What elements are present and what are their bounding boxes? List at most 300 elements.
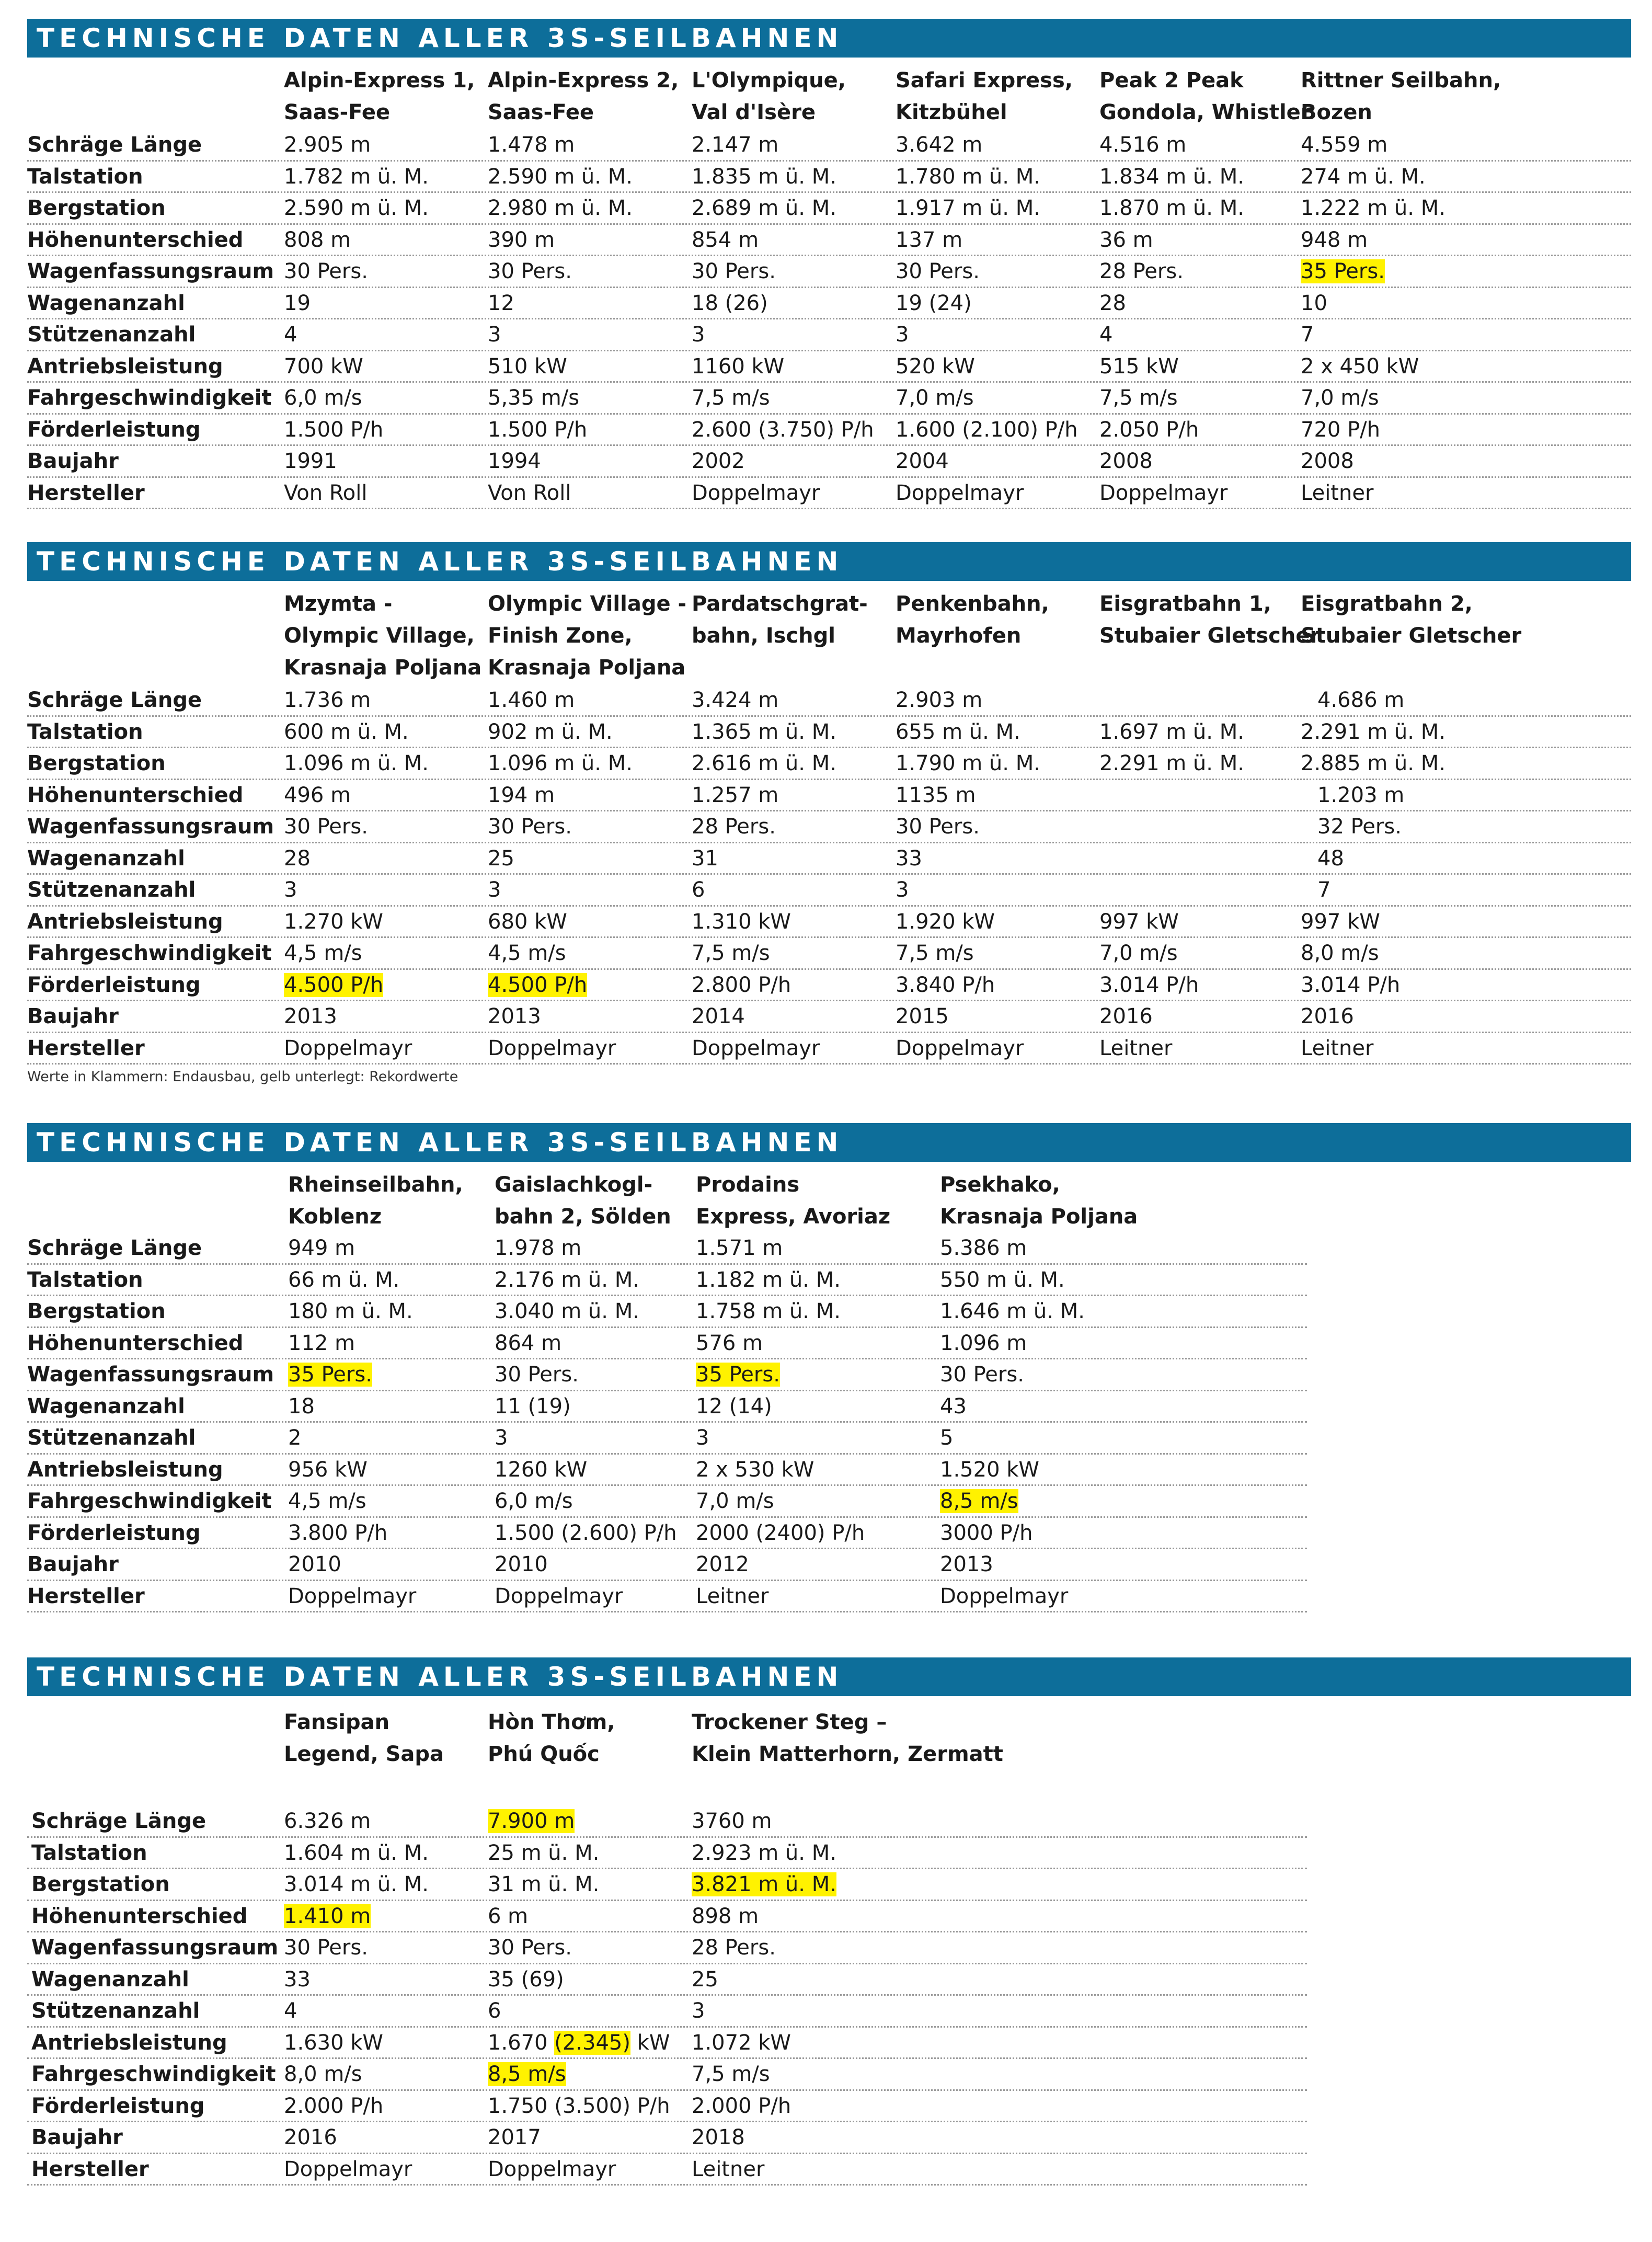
cell-value: 30 Pers. (488, 815, 572, 839)
table-cell (488, 970, 587, 1000)
cell-value: 1.072 kW (692, 2030, 791, 2055)
table-row-foerderleistung (27, 970, 1631, 1002)
cell-value: 30 Pers. (284, 1936, 368, 1960)
table-cell (1099, 256, 1184, 287)
table-cell (488, 415, 587, 445)
column-header (495, 1169, 671, 1233)
row-label: Schräge Länge (27, 1236, 202, 1260)
table-row-wagenfassungsraum (27, 1359, 1307, 1391)
table-body (27, 130, 1631, 509)
cell-value: 3 (284, 878, 297, 902)
row-label: Fahrgeschwindigkeit (27, 386, 272, 410)
table-cell (692, 1033, 820, 1063)
table-cell (488, 256, 572, 287)
cell-value: 48 (1317, 846, 1344, 871)
table-cell (1317, 843, 1344, 874)
table-cell (1301, 1001, 1354, 1032)
table-cell (284, 811, 368, 842)
cell-value: 2 x 450 kW (1301, 354, 1419, 379)
cell-value: 112 m (288, 1331, 355, 1355)
table-cell (488, 780, 555, 810)
cell-value: Doppelmayr (692, 481, 820, 505)
cell-value: 7,5 m/s (692, 2062, 770, 2086)
cell-value: Leitner (696, 1584, 769, 1608)
column-header-line: Legend, Sapa (284, 1742, 444, 1766)
cell-value: 7,0 m/s (696, 1489, 774, 1513)
table-cell (488, 1932, 572, 1963)
row-label: Talstation (27, 719, 143, 744)
cell-value: 3.040 m ü. M. (495, 1299, 639, 1323)
table-row-antriebsleistung (27, 1455, 1307, 1486)
table-row-bergstation (27, 193, 1631, 225)
table-cell (488, 162, 633, 192)
table-cell (1301, 193, 1446, 223)
cell-value: 1.270 kW (284, 909, 383, 934)
table-row-foerderleistung (27, 415, 1631, 447)
table-cell (488, 319, 501, 350)
cell-value: 25 (488, 846, 514, 871)
cell-value: 25 (692, 1967, 718, 1992)
row-label: Stützenanzahl (27, 878, 196, 902)
record-value: 35 Pers. (1301, 259, 1385, 283)
column-header-line: Rheinseilbahn, (288, 1173, 463, 1197)
cell-value: Leitner (1301, 1036, 1374, 1060)
table-cell (692, 717, 836, 747)
cell-value: 2.590 m ü. M. (284, 196, 429, 220)
table-cell (284, 1033, 412, 1063)
cell-value: 2016 (1099, 1004, 1153, 1028)
cell-value: 2010 (495, 1552, 548, 1576)
table-cell (488, 2028, 670, 2058)
table-cell (495, 1265, 639, 1295)
column-header-line: Peak 2 Peak (1099, 68, 1244, 93)
row-label: Wagenanzahl (31, 1967, 189, 1992)
table-cell (488, 748, 633, 779)
table-cell (1099, 319, 1112, 350)
column-header-line: Alpin-Express 1, (284, 68, 475, 93)
column-header-line: Stubaier Gletscher (1099, 624, 1321, 648)
table-cell (284, 843, 311, 874)
table-cell (288, 1581, 416, 1611)
table-cell (696, 1486, 774, 1516)
cell-value: Doppelmayr (1099, 481, 1228, 505)
column-header-line: bahn 2, Sölden (495, 1205, 671, 1229)
column-header-line: Eisgratbahn 2, (1301, 592, 1473, 616)
row-label: Talstation (27, 164, 143, 189)
table-cell (284, 193, 429, 223)
cell-value: 2.800 P/h (692, 973, 791, 997)
cell-value: 1.500 (2.600) P/h (495, 1520, 677, 1545)
table-cell (284, 780, 351, 810)
column-header (692, 65, 846, 129)
table-row-hersteller (27, 2154, 1307, 2186)
table-row-hersteller (27, 1033, 1631, 1065)
table-row-wagenfassungsraum (27, 256, 1631, 288)
cell-value: 2 (288, 1426, 302, 1450)
table-cell (696, 1328, 763, 1358)
cell-value: 274 m ü. M. (1301, 164, 1426, 189)
cell-value: 3.014 m ü. M. (284, 1872, 429, 1896)
table-cell (1301, 938, 1379, 968)
table-title: TECHNISCHE DATEN ALLER 3S-SEILBAHNEN (27, 1123, 1631, 1162)
cell-value: 7,5 m/s (692, 386, 770, 410)
cell-value: 2.923 m ü. M. (692, 1840, 836, 1865)
cell-value: 33 (896, 846, 922, 871)
table-row-talstation (27, 162, 1631, 193)
cell-value: 5 (940, 1426, 954, 1450)
cell-value: 4.559 m (1301, 133, 1388, 157)
cell-value: 4 (1099, 323, 1113, 347)
data-table-3 (27, 1123, 1631, 1608)
cell-value: 2013 (284, 1004, 337, 1028)
cell-value: 43 (940, 1394, 967, 1419)
table-cell (1301, 717, 1446, 747)
column-header-line: Kitzbühel (896, 100, 1007, 124)
cell-value: 1.920 kW (896, 909, 995, 934)
cell-value: 520 kW (896, 354, 975, 379)
row-label: Hersteller (27, 1584, 145, 1608)
table-cell (1099, 351, 1179, 382)
table-cell (288, 1359, 372, 1390)
cell-value: Leitner (1099, 1036, 1173, 1060)
table-cell (488, 938, 566, 968)
record-value: 3.821 m ü. M. (692, 1872, 836, 1896)
cell-value: 1.365 m ü. M. (692, 719, 836, 744)
column-header-line: Express, Avoriaz (696, 1205, 891, 1229)
cell-value: 7,0 m/s (896, 386, 974, 410)
table-row-schraege-laenge (27, 685, 1631, 717)
table-row-wagenfassungsraum (27, 811, 1631, 843)
table-cell (1301, 130, 1387, 160)
table-cell (896, 811, 980, 842)
table-cell (488, 383, 579, 413)
row-label: Wagenfassungsraum (27, 259, 274, 283)
data-table-1 (27, 19, 1631, 505)
cell-value: 2016 (1301, 1004, 1354, 1028)
table-cell (488, 1001, 541, 1032)
table-cell (284, 415, 383, 445)
table-cell (1099, 162, 1244, 192)
cell-value: 2.176 m ü. M. (495, 1267, 639, 1292)
cell-value: 2.050 P/h (1099, 417, 1199, 442)
cell-value: 1.870 m ü. M. (1099, 196, 1244, 220)
table-cell (896, 717, 1020, 747)
cell-value: 2.616 m ü. M. (692, 751, 836, 775)
table-cell (488, 2122, 541, 2153)
table-row-foerderleistung (27, 2091, 1307, 2123)
cell-value: 3.424 m (692, 688, 779, 712)
cell-value: Doppelmayr (288, 1584, 417, 1608)
table-cell (488, 446, 541, 476)
table-cell (696, 1296, 841, 1326)
cell-value: 720 P/h (1301, 417, 1381, 442)
cell-value: 18 (288, 1394, 315, 1419)
cell-value: 30 Pers. (692, 259, 776, 283)
table-cell (940, 1391, 967, 1422)
cell-value: 3.800 P/h (288, 1520, 388, 1545)
table-cell (284, 383, 362, 413)
table-cell (696, 1359, 780, 1390)
row-label: Wagenfassungsraum (27, 1363, 274, 1387)
row-label: Höhenunterschied (27, 783, 244, 807)
row-label: Förderleistung (27, 417, 201, 442)
table-row-fahrgeschwindigkeit (27, 938, 1631, 970)
cell-value: 12 (14) (696, 1394, 772, 1419)
table-row-antriebsleistung (27, 351, 1631, 383)
cell-value: 19 (24) (896, 291, 972, 315)
column-header-line: Olympic Village, (284, 624, 475, 648)
cell-value: Von Roll (488, 481, 571, 505)
cell-value: 1.917 m ü. M. (896, 196, 1040, 220)
cell-value: 1994 (488, 449, 541, 473)
table-row-bergstation (27, 1869, 1307, 1901)
table-cell (488, 1806, 575, 1836)
cell-value: 948 m (1301, 227, 1368, 252)
table-cell (940, 1518, 1032, 1548)
cell-value: 3.014 P/h (1099, 973, 1199, 997)
table-cell (1099, 446, 1153, 476)
column-header-line: Rittner Seilbahn, (1301, 68, 1501, 93)
cell-value: 1.736 m (284, 688, 371, 712)
cell-value: 1.310 kW (692, 909, 791, 934)
table-cell (1301, 383, 1379, 413)
row-label: Antriebsleistung (31, 2030, 227, 2055)
table-cell (488, 2059, 566, 2089)
table-cell (692, 478, 820, 508)
record-value: 7.900 m (488, 1809, 575, 1833)
cell-value: 3.642 m (896, 133, 983, 157)
cell-value: 550 m ü. M. (940, 1267, 1065, 1292)
cell-value: 956 kW (288, 1457, 368, 1482)
cell-value: 18 (26) (692, 291, 768, 315)
column-header (284, 65, 475, 129)
table-cell (896, 1001, 949, 1032)
table-cell (284, 351, 363, 382)
cell-value: 7,0 m/s (1301, 386, 1379, 410)
table-cell (488, 1901, 528, 1931)
cell-value: 36 m (1099, 227, 1153, 252)
table-cell (284, 1869, 429, 1900)
table-cell (1099, 1033, 1172, 1063)
table-cell (896, 256, 980, 287)
row-label: Höhenunterschied (31, 1904, 248, 1928)
row-label: Baujahr (31, 2125, 123, 2149)
column-header-line: Krasnaja Poljana (488, 656, 686, 680)
row-label: Wagenfassungsraum (27, 815, 274, 839)
row-label: Antriebsleistung (27, 1457, 223, 1482)
cell-value: 3.840 P/h (896, 973, 995, 997)
column-header (284, 1707, 444, 1770)
row-label: Höhenunterschied (27, 227, 244, 252)
table-row-fahrgeschwindigkeit (27, 2059, 1307, 2091)
cell-value: 1.478 m (488, 133, 575, 157)
table-cell (692, 1806, 772, 1836)
cell-value: Von Roll (284, 481, 368, 505)
table-cell (284, 717, 409, 747)
record-value: 35 Pers. (696, 1363, 780, 1387)
table-cell (692, 1838, 836, 1868)
row-label: Talstation (27, 1267, 143, 1292)
cell-value: 31 (692, 846, 718, 871)
cell-value: 898 m (692, 1904, 759, 1928)
table-cell (284, 1964, 311, 1995)
table-cell (1099, 130, 1186, 160)
table-cell (284, 1001, 337, 1032)
row-label: Fahrgeschwindigkeit (27, 1489, 272, 1513)
table-row-schraege-laenge (27, 1806, 1307, 1838)
cell-value: 1.750 (3.500) P/h (488, 2094, 670, 2118)
table-cell (1099, 478, 1227, 508)
cell-value: 6,0 m/s (495, 1489, 573, 1513)
table-cell (692, 685, 778, 715)
row-label: Wagenanzahl (27, 1394, 185, 1419)
table-row-talstation (27, 1265, 1307, 1297)
table-row-hoehenunterschied (27, 225, 1631, 257)
cell-value: 30 Pers. (488, 259, 572, 283)
table-cell (692, 319, 705, 350)
table-cell (896, 225, 962, 255)
table-cell (284, 162, 429, 192)
table-cell (488, 685, 575, 715)
table-cell (284, 875, 297, 905)
cell-value: 1991 (284, 449, 337, 473)
cell-value: Doppelmayr (284, 1036, 412, 1060)
row-label: Antriebsleistung (27, 354, 223, 379)
cell-value: 510 kW (488, 354, 567, 379)
cell-value: 30 Pers. (495, 1363, 579, 1387)
table-cell (1099, 225, 1153, 255)
table-cell (692, 970, 791, 1000)
table-row-schraege-laenge (27, 1233, 1307, 1265)
cell-value: 31 m ü. M. (488, 1872, 600, 1896)
cell-value: 6 (488, 1999, 501, 2023)
column-header-line: bahn, Ischgl (692, 624, 835, 648)
column-header (288, 1169, 463, 1233)
cell-value: 6,0 m/s (284, 386, 362, 410)
table-cell (1099, 415, 1199, 445)
table-cell (284, 2091, 383, 2121)
table-cell (495, 1455, 587, 1485)
table-cell (488, 225, 555, 255)
table-row-schraege-laenge (27, 130, 1631, 162)
table-cell (1301, 351, 1419, 382)
table-cell (896, 319, 909, 350)
cell-value: 515 kW (1099, 354, 1179, 379)
cell-value: 25 m ü. M. (488, 1840, 600, 1865)
cell-value: 66 m ü. M. (288, 1267, 400, 1292)
cell-value: 30 Pers. (940, 1363, 1024, 1387)
row-label: Antriebsleistung (27, 909, 223, 934)
cell-value: 4,5 m/s (488, 941, 566, 965)
column-header (896, 65, 1073, 129)
column-header-line: Phú Quốc (488, 1742, 600, 1766)
table-cell (1317, 811, 1402, 842)
table-row-stuetzenanzahl (27, 1996, 1307, 2028)
column-header-line: Olympic Village - (488, 592, 687, 616)
table-cell (284, 2154, 412, 2184)
column-header-line: Prodains (696, 1173, 800, 1197)
table-cell (1301, 288, 1327, 318)
table-cell (488, 907, 567, 937)
table-cell (488, 2154, 616, 2184)
cell-value: 4,5 m/s (284, 941, 362, 965)
cell-value: 30 Pers. (284, 259, 368, 283)
table-cell (495, 1328, 561, 1358)
table-body (27, 1233, 1307, 1612)
cell-value: 854 m (692, 227, 759, 252)
cell-value: 680 kW (488, 909, 567, 934)
table-row-stuetzenanzahl (27, 875, 1631, 907)
cell-value: 8,0 m/s (284, 2062, 362, 2086)
table-cell (288, 1328, 355, 1358)
record-value: 1.410 m (284, 1904, 371, 1928)
table-cell (692, 2122, 745, 2153)
table-row-hoehenunterschied (27, 780, 1631, 812)
row-label: Fahrgeschwindigkeit (31, 2062, 276, 2086)
row-label: Hersteller (27, 1036, 145, 1060)
table-cell (896, 907, 995, 937)
cell-value: 1.500 P/h (284, 417, 384, 442)
table-cell (284, 225, 351, 255)
cell-value: 11 (19) (495, 1394, 571, 1419)
table-cell (692, 1996, 705, 2026)
cell-value: 2018 (692, 2125, 745, 2149)
table-cell (692, 748, 836, 779)
table-cell (1317, 685, 1404, 715)
cell-value: Doppelmayr (940, 1584, 1069, 1608)
record-value: 8,5 m/s (488, 2062, 566, 2086)
column-header (896, 588, 1049, 652)
table-cell (1301, 478, 1373, 508)
cell-value: 1.697 m ü. M. (1099, 719, 1244, 744)
table-cell (495, 1359, 579, 1390)
table-cell (692, 780, 778, 810)
table-title: TECHNISCHE DATEN ALLER 3S-SEILBAHNEN (27, 19, 1631, 58)
cell-value: 3760 m (692, 1809, 772, 1833)
cell-value: 3000 P/h (940, 1520, 1033, 1545)
cell-value: 1.646 m ü. M. (940, 1299, 1085, 1323)
table-row-wagenanzahl (27, 1391, 1307, 1423)
column-header-line: Mayrhofen (896, 624, 1022, 648)
column-header-line: L'Olympique, (692, 68, 846, 93)
cell-value: 496 m (284, 783, 351, 807)
row-label: Stützenanzahl (27, 1426, 196, 1450)
cell-value: 2010 (288, 1552, 341, 1576)
table-cell (692, 383, 770, 413)
table-cell (696, 1549, 749, 1580)
row-label: Hersteller (31, 2157, 149, 2181)
cell-value: 2000 (2400) P/h (696, 1520, 865, 1545)
cell-value: Leitner (692, 2157, 765, 2181)
table-cell (495, 1296, 639, 1326)
cell-value: 2.885 m ü. M. (1301, 751, 1446, 775)
column-header-line: Alpin-Express 2, (488, 68, 679, 93)
cell-value: 2012 (696, 1552, 749, 1576)
table-cell (1099, 748, 1244, 779)
table-cell (1301, 256, 1385, 287)
table-row-hersteller (27, 1581, 1307, 1613)
column-header (1301, 588, 1521, 652)
cell-value: 808 m (284, 227, 351, 252)
cell-value: Doppelmayr (896, 481, 1024, 505)
column-header-line: Psekhako, (940, 1173, 1060, 1197)
table-cell (488, 288, 514, 318)
cell-value: 2.291 m ü. M. (1301, 719, 1446, 744)
table-cell (1099, 907, 1179, 937)
table-cell (1099, 938, 1178, 968)
table-cell (940, 1233, 1027, 1263)
cell-value: 2013 (488, 1004, 541, 1028)
